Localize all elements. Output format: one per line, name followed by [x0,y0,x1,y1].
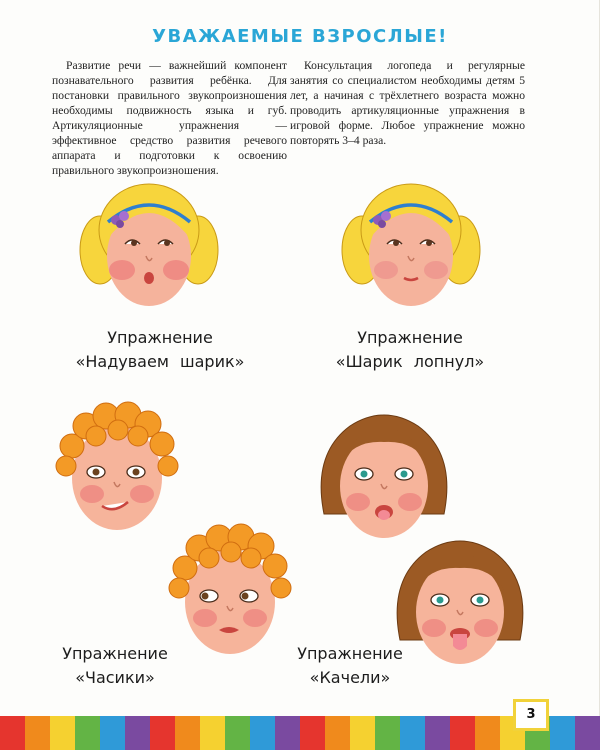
stripe-segment [475,716,500,750]
stripe-segment [375,716,400,750]
girl-brown-tongue-illustration [310,404,458,546]
stripe-segment [250,716,275,750]
stripe-segment [550,716,575,750]
exercise-name: «Часики» [75,668,155,687]
stripe-segment [325,716,350,750]
stripe-segment [150,716,175,750]
exercise-label: Упражнение [357,328,463,347]
page-number: 3 [513,699,549,731]
boy-curly-side-mouth-illustration [165,518,295,658]
stripe-segment [100,716,125,750]
exercise-name: «Надуваем шарик» [75,352,245,371]
page-title: УВАЖАЕМЫЕ ВЗРОСЛЫЕ! [152,26,448,47]
stripe-segment [225,716,250,750]
stripe-segment [125,716,150,750]
stripe-segment [175,716,200,750]
exercise-label: Упражнение [297,644,403,663]
stripe-segment [275,716,300,750]
intro-text-left: Развитие речи — важнейший компонент познавательного развития ребёнка. Для постановки правильного звукопроизношения необходимы подвижность языка и губ. Артикуляционные упражнения — эффективное средство развития речевого аппарата и подготовки к освоению правильного звукопроизношения. [52,59,287,177]
stripe-segment [450,716,475,750]
girl-puffed-cheeks-illustration [78,178,220,320]
exercise-caption-4 [275,642,425,690]
stripe-segment [25,716,50,750]
girl-neutral-illustration [340,178,482,320]
stripe-segment [425,716,450,750]
exercise-caption-1 [40,326,280,374]
stripe-segment [50,716,75,750]
exercise-name: «Шарик лопнул» [335,352,485,371]
stripe-segment [575,716,600,750]
stripe-segment [300,716,325,750]
stripe-segment [400,716,425,750]
intro-text-right: Консультация логопеда и регулярные занятия со специалистом необходимы детям 5 лет, а начиная с трёхлетнего возраста можно проводить артикуляционные упражнения в игровой форме. Любое упражнение можно повторять 3–4 раза. [290,59,525,147]
boy-curly-smile-illustration [52,398,182,533]
exercise-label: Упражнение [62,644,168,663]
stripe-segment [0,716,25,750]
exercise-caption-2 [290,326,530,374]
stripe-segment [75,716,100,750]
stripe-segment [200,716,225,750]
exercise-label: Упражнение [107,328,213,347]
rainbow-stripe [0,716,600,750]
exercise-caption-3 [25,642,205,690]
exercise-name: «Качели» [309,668,391,687]
stripe-segment [350,716,375,750]
